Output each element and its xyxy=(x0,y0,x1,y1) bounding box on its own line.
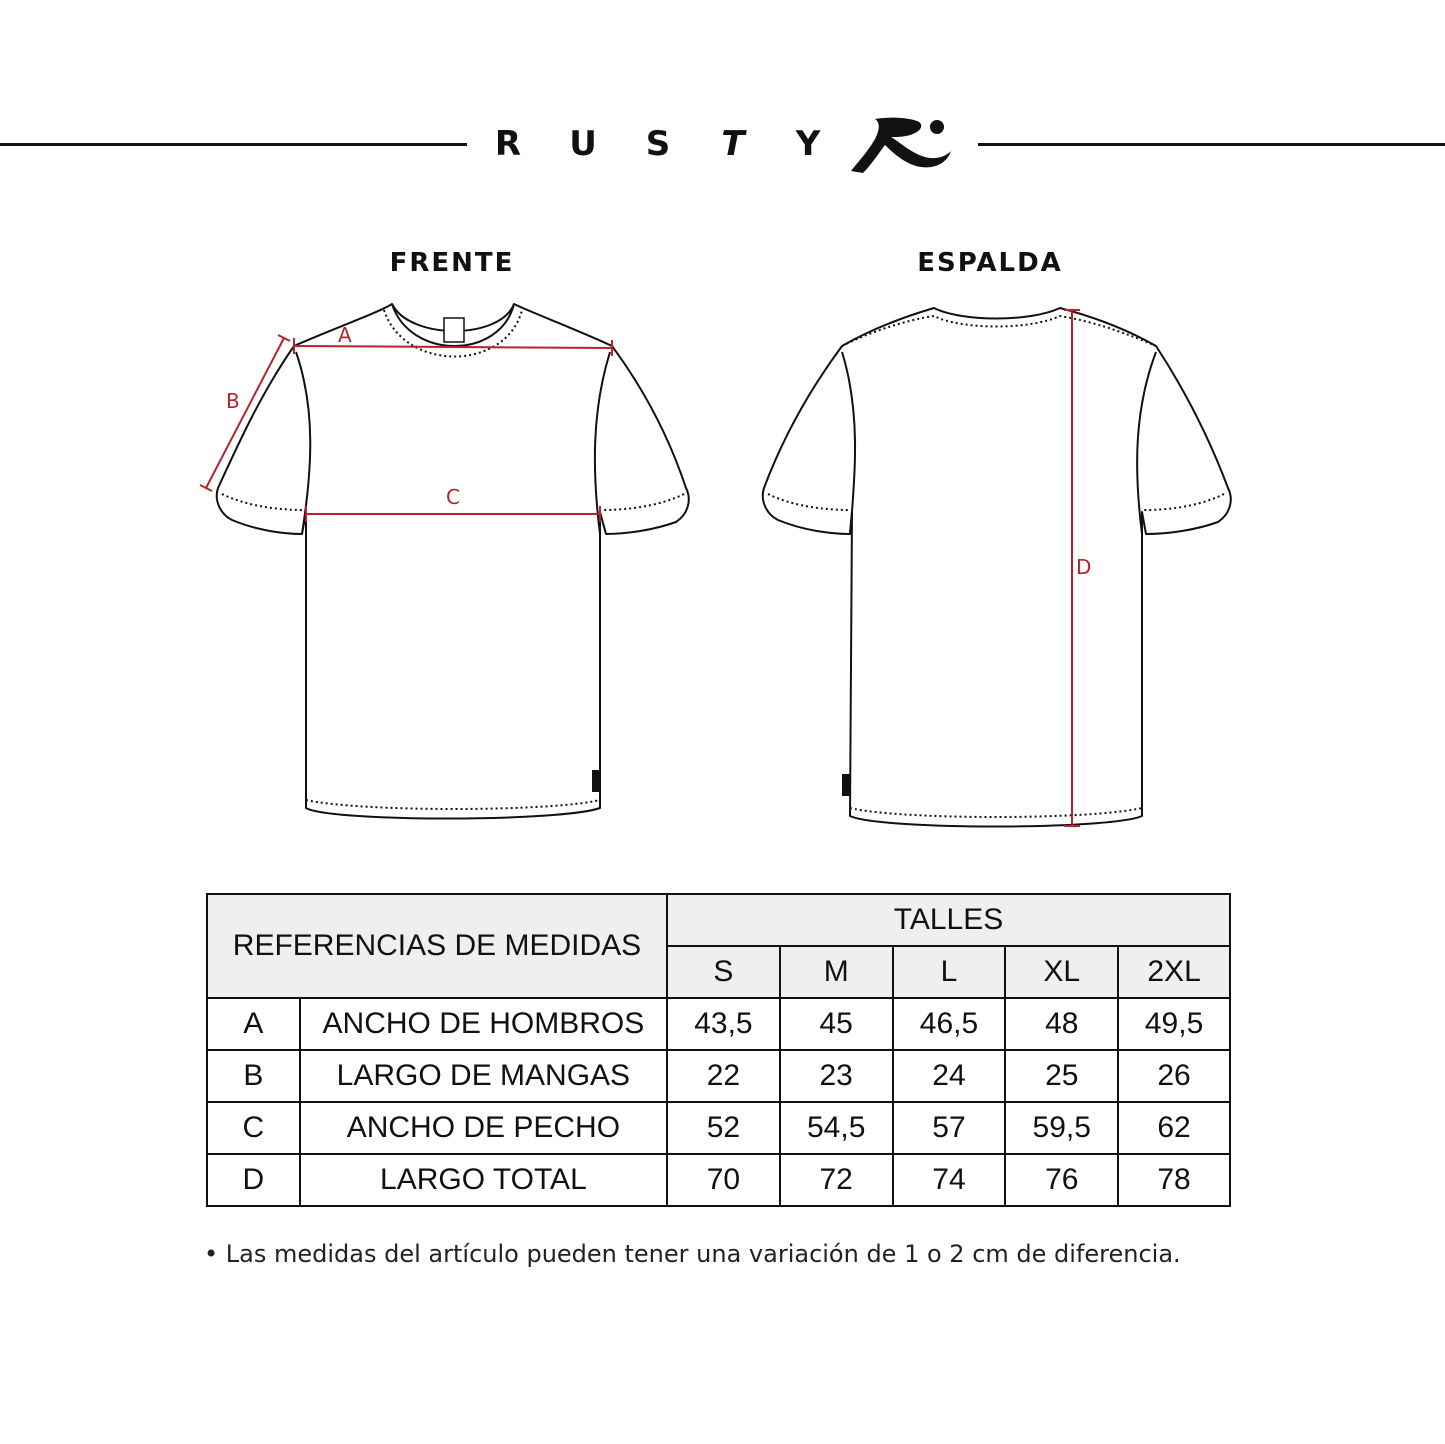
row-value: 48 xyxy=(1005,998,1118,1050)
row-label: ANCHO DE PECHO xyxy=(300,1102,667,1154)
table-row xyxy=(207,1050,1230,1102)
size-header: L xyxy=(893,946,1006,998)
row-value: 46,5 xyxy=(893,998,1006,1050)
row-value: 78 xyxy=(1118,1154,1230,1206)
row-value: 62 xyxy=(1118,1102,1230,1154)
table-row xyxy=(207,998,1230,1050)
header-rule-right xyxy=(978,143,1445,146)
row-label: LARGO DE MANGAS xyxy=(300,1050,667,1102)
size-header: S xyxy=(667,946,780,998)
row-value: 52 xyxy=(667,1102,780,1154)
row-value: 43,5 xyxy=(667,998,780,1050)
brand-letter: U xyxy=(569,124,597,164)
row-value: 70 xyxy=(667,1154,780,1206)
front-side-tag xyxy=(592,770,599,792)
row-value: 26 xyxy=(1118,1050,1230,1102)
front-view-title: FRENTE xyxy=(389,248,515,278)
table-row xyxy=(207,1102,1230,1154)
footnote: • Las medidas del artículo pueden tener una variación de 1 o 2 cm de diferencia. xyxy=(204,1240,1181,1268)
row-code: D xyxy=(207,1154,300,1206)
back-shirt-outline xyxy=(763,308,1231,827)
back-view-title: ESPALDA xyxy=(917,248,1063,278)
front-shirt-outline xyxy=(217,304,689,819)
header-rule-left xyxy=(0,143,467,146)
marker-a: A xyxy=(338,323,352,347)
brand-letter: Y xyxy=(795,124,821,164)
row-label: ANCHO DE HOMBROS xyxy=(300,998,667,1050)
marker-c: C xyxy=(446,485,460,509)
table-row xyxy=(207,1154,1230,1206)
size-header: 2XL xyxy=(1118,946,1230,998)
garment-diagrams xyxy=(0,290,1445,840)
row-value: 57 xyxy=(893,1102,1006,1154)
row-value: 74 xyxy=(893,1154,1006,1206)
row-code: A xyxy=(207,998,300,1050)
sizes-title: TALLES xyxy=(667,894,1230,946)
row-value: 72 xyxy=(780,1154,893,1206)
row-value: 49,5 xyxy=(1118,998,1230,1050)
row-code: B xyxy=(207,1050,300,1102)
front-neck-label xyxy=(444,318,464,342)
row-value: 24 xyxy=(893,1050,1006,1102)
marker-b: B xyxy=(226,389,240,413)
row-value: 22 xyxy=(667,1050,780,1102)
rusty-flame-logo-icon xyxy=(845,113,955,175)
row-value: 76 xyxy=(1005,1154,1118,1206)
brand-wordmark xyxy=(488,118,828,170)
brand-letter: R xyxy=(494,124,522,164)
back-side-tag xyxy=(842,774,850,796)
brand-letter: S xyxy=(645,124,671,164)
row-value: 59,5 xyxy=(1005,1102,1118,1154)
brand-letter: T xyxy=(721,124,745,164)
size-chart-table xyxy=(206,893,1231,1207)
row-value: 25 xyxy=(1005,1050,1118,1102)
reference-title: REFERENCIAS DE MEDIDAS xyxy=(207,894,667,998)
row-code: C xyxy=(207,1102,300,1154)
row-value: 45 xyxy=(780,998,893,1050)
row-value: 54,5 xyxy=(780,1102,893,1154)
size-header: XL xyxy=(1005,946,1118,998)
size-header: M xyxy=(780,946,893,998)
row-label: LARGO TOTAL xyxy=(300,1154,667,1206)
row-value: 23 xyxy=(780,1050,893,1102)
marker-d: D xyxy=(1076,555,1092,579)
